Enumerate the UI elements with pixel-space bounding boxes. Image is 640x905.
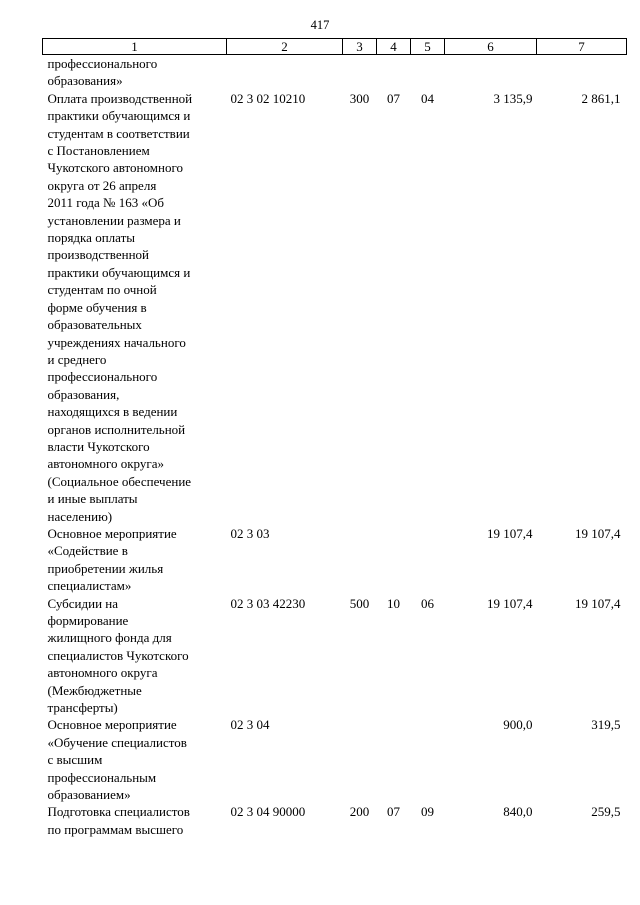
row-code: 02 3 03 42230 [230, 595, 306, 611]
row-value-6: 3 135,9 [493, 90, 533, 106]
row-vr: 200 [349, 804, 370, 820]
row-code: 02 3 02 10210 [230, 90, 306, 106]
row-name: Подготовка специалистов по программам высшего [47, 804, 190, 837]
row-rz [377, 525, 411, 595]
row-pr [411, 55, 445, 90]
header-row [43, 39, 627, 55]
row-name: Субсидии на формирование жилищного фонда для специалистов Чукотского автономного округа (Межбюджетные трансферты) [47, 595, 189, 716]
row-pr: 06 [421, 595, 434, 611]
row-pr: 04 [421, 90, 434, 106]
row-name: Основное мероприятие «Обучение специалистов с высшим профессиональным образованием» [47, 717, 187, 803]
row-vr [343, 716, 377, 803]
row-value-6: 840,0 [503, 804, 533, 820]
table-body [43, 55, 627, 839]
row-value-6 [445, 55, 537, 90]
row-value-7: 19 107,4 [575, 525, 621, 541]
row-name: Оплата производственной практики обучающимся и студентам в соответствии с Постановлением Чукотского автономного округа от 26 апреля 2011 года № 163 «Об установлении размера и порядка оплаты производственной практики обучающимся и студентам по очной форме обучения в образовательных учреждениях начального и среднего профессионального образования, находящихся в ведении органов исполнительной власти Чукотского автономного округа» (Социальное обеспечение и иные выплаты населению) [47, 90, 193, 524]
table-row [43, 716, 627, 803]
row-value-6: 19 107,4 [487, 525, 533, 541]
header-col-4: 4 [377, 39, 411, 55]
table-row [43, 803, 627, 838]
header-col-3: 3 [343, 39, 377, 55]
row-pr [411, 716, 445, 803]
table-header [43, 39, 627, 55]
row-value-6: 19 107,4 [487, 595, 533, 611]
budget-table [42, 38, 627, 838]
row-code: 02 3 04 [230, 717, 270, 733]
table-row [43, 55, 627, 90]
row-vr [343, 55, 377, 90]
header-col-2: 2 [227, 39, 343, 55]
row-rz: 10 [387, 595, 400, 611]
row-vr: 500 [349, 595, 370, 611]
page-number: 417 [310, 18, 330, 32]
table-row [43, 525, 627, 595]
header-col-6: 6 [445, 39, 537, 55]
row-rz [377, 55, 411, 90]
header-col-5: 5 [411, 39, 445, 55]
row-code: 02 3 03 [230, 525, 270, 541]
row-value-7: 2 861,1 [581, 90, 621, 106]
header-col-7: 7 [537, 39, 627, 55]
row-rz: 07 [387, 804, 400, 820]
row-vr: 300 [349, 90, 370, 106]
row-value-7: 19 107,4 [575, 595, 621, 611]
row-rz [377, 716, 411, 803]
row-name: профессионального образования» [47, 56, 158, 89]
row-vr [343, 525, 377, 595]
row-pr [411, 525, 445, 595]
row-code [227, 55, 343, 90]
header-col-1: 1 [43, 39, 227, 55]
table-row [43, 595, 627, 717]
row-value-7 [537, 55, 627, 90]
row-value-7: 319,5 [591, 717, 621, 733]
row-value-6: 900,0 [503, 717, 533, 733]
row-code: 02 3 04 90000 [230, 804, 306, 820]
table-row [43, 90, 627, 525]
row-pr: 09 [421, 804, 434, 820]
row-value-7: 259,5 [591, 804, 621, 820]
row-name: Основное мероприятие «Содействие в приобретении жилья специалистам» [47, 525, 177, 594]
row-rz: 07 [387, 90, 400, 106]
